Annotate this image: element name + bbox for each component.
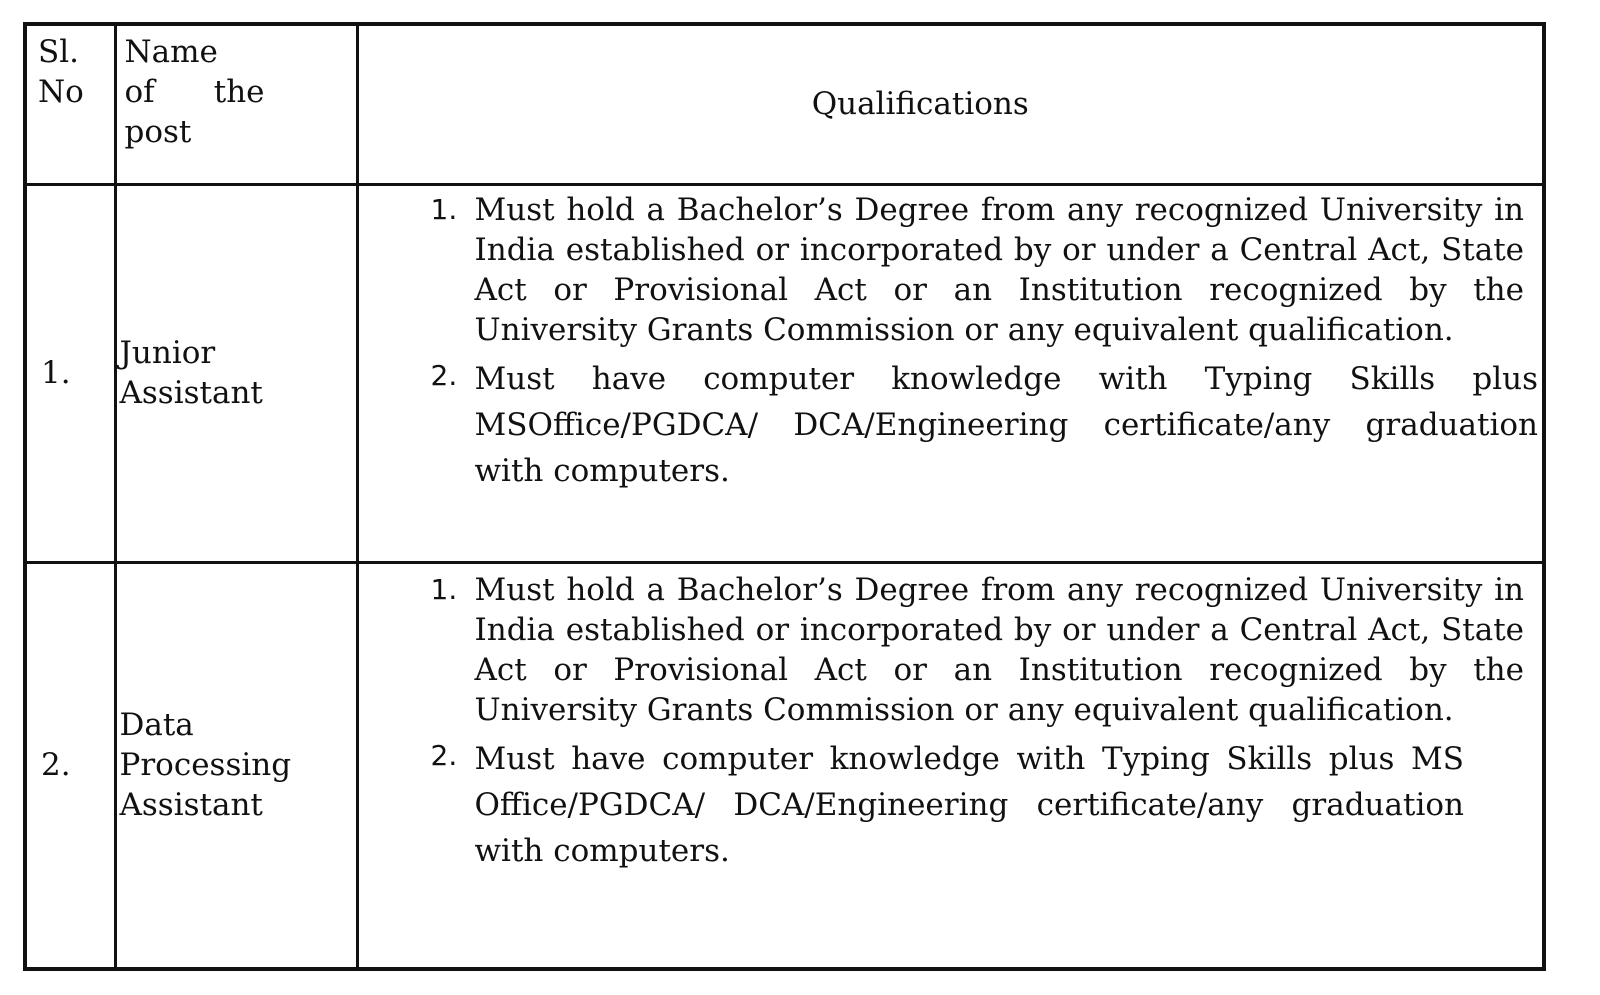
post-name-line: Assistant [119,787,263,824]
qualification-number: 2. [430,738,458,772]
post-name-line: Data [119,707,194,744]
qualification-text: Must have computer knowledge with Typing Skills plus MSOffice/PGDCA/ DCA/Engineering certificate/any graduation with computers. [474,360,1538,489]
header-qualifications: Qualifications [357,24,1544,184]
qualification-text: Must hold a Bachelor’s Degree from any recognized University in India established or incorporated by or under a Central Act, State Act or Provisional Act or an Institution recognized by the University Grants Commission or any equivalent qualification. [474,191,1524,348]
row-sl-number: 1. [25,184,115,562]
header-name-line1: Name [124,34,218,70]
qualification-number: 1. [430,572,458,606]
qualification-item [431,736,1539,874]
header-post-name [115,24,357,184]
table-row [25,184,1544,562]
row-qualifications [357,562,1544,969]
qualification-item [431,570,1539,730]
post-name-line: Assistant [119,375,263,411]
header-sl-line1: Sl. [38,34,80,70]
table-row [25,562,1544,969]
post-name-line: Junior [119,335,216,371]
qualification-text: Must hold a Bachelor’s Degree from any recognized University in India established or incorporated by or under a Central Act, State Act or Provisional Act or an Institution recognized by the University Grants Commission or any equivalent qualification. [474,571,1524,728]
row-post-name [115,184,357,562]
qualification-item [431,356,1539,494]
header-name-line3: post [124,114,192,150]
qualification-number: 1. [430,192,458,226]
qualification-item [431,190,1539,350]
header-name-line2: of the [124,74,265,110]
qualification-number: 2. [430,358,458,392]
row-post-name [115,562,357,969]
qualification-text: Must have computer knowledge with Typing Skills plus MS Office/PGDCA/ DCA/Engineering certificate/any graduation with computers. [474,740,1464,869]
header-sl-no [25,24,115,184]
row-qualifications [357,184,1544,562]
qualifications-table [23,22,1546,971]
table-header-row [25,24,1544,184]
header-sl-line2: No [38,74,84,110]
row-sl-number: 2. [25,562,115,969]
post-name-line: Processing [119,747,292,784]
